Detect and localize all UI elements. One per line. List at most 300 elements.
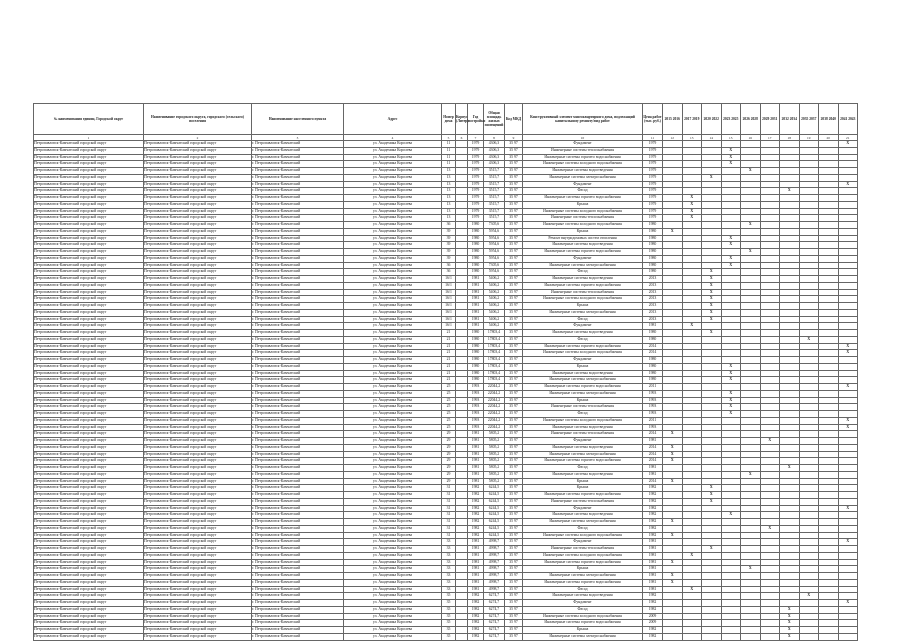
settlement-cell: Петропавловск-Камчатский городской округ	[144, 363, 252, 370]
period-cell	[721, 600, 741, 607]
period-cell: X	[721, 363, 741, 370]
period-cell	[760, 633, 780, 640]
period-cell: X	[682, 195, 702, 202]
locality-cell: г. Петропавловск-Камчатский	[252, 613, 344, 620]
period-cell	[663, 276, 683, 283]
period-cell	[663, 404, 683, 411]
mkd-code-cell: 35 97	[505, 512, 523, 519]
mkd-code-cell: 35 97	[505, 552, 523, 559]
building-block-cell	[456, 235, 468, 242]
period-cell	[760, 424, 780, 431]
period-cell	[780, 336, 800, 343]
table-row	[34, 579, 858, 586]
price-cell: 1979	[643, 141, 663, 148]
period-cell	[838, 552, 858, 559]
building-block-cell	[456, 289, 468, 296]
period-cell	[838, 512, 858, 519]
price-cell: 1981	[643, 539, 663, 546]
period-cell	[682, 424, 702, 431]
area-cell: 4998,7	[484, 586, 505, 593]
settlement-cell: Петропавловск-Камчатский городской округ	[144, 566, 252, 573]
period-cell	[682, 343, 702, 350]
period-cell	[721, 323, 741, 330]
period-cell	[780, 350, 800, 357]
locality-cell: г. Петропавловск-Камчатский	[252, 255, 344, 262]
period-cell	[702, 465, 722, 472]
period-cell	[741, 458, 761, 465]
period-cell	[799, 519, 819, 526]
building-block-cell	[456, 559, 468, 566]
period-cell	[741, 512, 761, 519]
construction-year-cell: 1981	[468, 309, 484, 316]
price-cell: 1981	[643, 552, 663, 559]
mkd-code-cell: 35 97	[505, 296, 523, 303]
period-cell	[838, 296, 858, 303]
period-cell	[741, 505, 761, 512]
construction-year-cell: 1993	[468, 424, 484, 431]
locality-cell: г. Петропавловск-Камчатский	[252, 411, 344, 418]
period-cell	[702, 532, 722, 539]
house-number-cell: 31	[442, 498, 456, 505]
period-cell: X	[663, 532, 683, 539]
period-cell	[721, 485, 741, 492]
column-header-16: 2026 2028	[741, 104, 761, 135]
settlement-cell: Петропавловск-Камчатский городской округ	[144, 296, 252, 303]
district-cell: Петропавловск-Камчатский городской округ	[34, 600, 144, 607]
house-number-cell: 11	[442, 154, 456, 161]
period-cell: X	[741, 249, 761, 256]
period-cell	[741, 336, 761, 343]
period-cell	[760, 282, 780, 289]
area-cell: 3515,7	[484, 195, 505, 202]
period-cell	[682, 546, 702, 553]
period-cell	[682, 390, 702, 397]
mkd-code-cell: 35 97	[505, 566, 523, 573]
locality-cell: г. Петропавловск-Камчатский	[252, 593, 344, 600]
construction-year-cell: 1981	[468, 303, 484, 310]
district-cell: Петропавловск-Камчатский городской округ	[34, 613, 144, 620]
period-cell	[780, 586, 800, 593]
district-cell: Петропавловск-Камчатский городской округ	[34, 559, 144, 566]
period-cell	[682, 532, 702, 539]
period-cell	[838, 188, 858, 195]
house-number-cell: 13	[442, 174, 456, 181]
settlement-cell: Петропавловск-Камчатский городской округ	[144, 228, 252, 235]
period-cell	[780, 323, 800, 330]
column-header-17: 2029 2031	[760, 104, 780, 135]
table-row	[34, 161, 858, 168]
period-cell	[838, 566, 858, 573]
area-cell: 5805,2	[484, 438, 505, 445]
period-cell: X	[760, 438, 780, 445]
district-cell: Петропавловск-Камчатский городской округ	[34, 620, 144, 627]
street-cell: ул. Академика Королева	[344, 424, 442, 431]
period-cell	[799, 363, 819, 370]
period-cell	[663, 222, 683, 229]
settlement-cell: Петропавловск-Камчатский городской округ	[144, 269, 252, 276]
construction-year-cell: 1982	[468, 613, 484, 620]
period-cell	[741, 303, 761, 310]
table-row	[34, 303, 858, 310]
table-row	[34, 201, 858, 208]
period-cell	[741, 431, 761, 438]
price-cell: 1981	[643, 323, 663, 330]
table-row	[34, 350, 858, 357]
construction-year-cell: 1982	[468, 620, 484, 627]
mkd-code-cell: 35 97	[505, 181, 523, 188]
period-cell	[780, 255, 800, 262]
period-cell	[760, 249, 780, 256]
house-number-cell: 31	[442, 532, 456, 539]
district-cell: Петропавловск-Камчатский городской округ	[34, 377, 144, 384]
building-block-cell	[456, 154, 468, 161]
house-number-cell: 36	[442, 262, 456, 269]
period-cell	[799, 600, 819, 607]
period-cell	[682, 411, 702, 418]
table-row	[34, 519, 858, 526]
district-cell: Петропавловск-Камчатский городской округ	[34, 424, 144, 431]
locality-cell: г. Петропавловск-Камчатский	[252, 566, 344, 573]
period-cell	[741, 552, 761, 559]
period-cell	[663, 492, 683, 499]
period-cell	[702, 519, 722, 526]
period-cell	[741, 309, 761, 316]
period-cell: X	[702, 316, 722, 323]
period-cell: X	[780, 465, 800, 472]
period-cell	[780, 573, 800, 580]
locality-cell: г. Петропавловск-Камчатский	[252, 208, 344, 215]
period-cell	[702, 208, 722, 215]
period-cell	[799, 485, 819, 492]
period-cell	[682, 559, 702, 566]
district-cell: Петропавловск-Камчатский городской округ	[34, 235, 144, 242]
locality-cell: г. Петропавловск-Камчатский	[252, 519, 344, 526]
mkd-code-cell: 35 97	[505, 492, 523, 499]
house-number-cell: 16/1	[442, 276, 456, 283]
price-cell: 1980	[643, 377, 663, 384]
house-number-cell: 33	[442, 586, 456, 593]
period-cell	[819, 154, 839, 161]
building-block-cell	[456, 438, 468, 445]
construction-year-cell: 1981	[468, 546, 484, 553]
period-cell	[780, 417, 800, 424]
house-number-cell: 29	[442, 465, 456, 472]
work-type-cell: Крыша	[523, 303, 643, 310]
period-cell	[760, 195, 780, 202]
period-cell	[780, 600, 800, 607]
period-cell	[702, 505, 722, 512]
construction-year-cell: 1982	[468, 600, 484, 607]
period-cell	[663, 600, 683, 607]
district-cell: Петропавловск-Камчатский городской округ	[34, 303, 144, 310]
period-cell	[682, 242, 702, 249]
settlement-cell: Петропавловск-Камчатский городской округ	[144, 424, 252, 431]
locality-cell: г. Петропавловск-Камчатский	[252, 431, 344, 438]
price-cell: 1982	[643, 606, 663, 613]
period-cell	[760, 255, 780, 262]
work-type-cell: Инженерные системы электроснабжения	[523, 519, 643, 526]
construction-year-cell: 1982	[468, 593, 484, 600]
mkd-code-cell: 35 97	[505, 370, 523, 377]
mkd-code-cell: 35 97	[505, 573, 523, 580]
period-cell	[663, 424, 683, 431]
table-row	[34, 478, 858, 485]
building-block-cell	[456, 532, 468, 539]
mkd-code-cell: 35 97	[505, 323, 523, 330]
table-row	[34, 289, 858, 296]
work-type-cell: Инженерные системы теплоснабжения	[523, 215, 643, 222]
period-cell	[799, 343, 819, 350]
price-cell: 1980	[643, 242, 663, 249]
period-cell	[838, 269, 858, 276]
settlement-cell: Петропавловск-Камчатский городской округ	[144, 586, 252, 593]
construction-year-cell: 1981	[468, 465, 484, 472]
building-block-cell	[456, 471, 468, 478]
period-cell	[780, 222, 800, 229]
period-cell	[819, 222, 839, 229]
period-cell	[799, 532, 819, 539]
period-cell: X	[780, 606, 800, 613]
period-cell	[741, 485, 761, 492]
locality-cell: г. Петропавловск-Камчатский	[252, 336, 344, 343]
period-cell	[799, 525, 819, 532]
period-cell	[799, 498, 819, 505]
area-cell: 4998,7	[484, 579, 505, 586]
period-cell	[721, 438, 741, 445]
period-cell	[799, 579, 819, 586]
period-cell	[760, 573, 780, 580]
period-cell: X	[799, 336, 819, 343]
settlement-cell: Петропавловск-Камчатский городской округ	[144, 276, 252, 283]
building-block-cell	[456, 222, 468, 229]
locality-cell: г. Петропавловск-Камчатский	[252, 451, 344, 458]
building-block-cell	[456, 512, 468, 519]
period-cell	[819, 168, 839, 175]
period-cell	[663, 242, 683, 249]
area-cell: 5954,6	[484, 249, 505, 256]
price-cell: 1980	[643, 262, 663, 269]
period-cell	[799, 370, 819, 377]
house-number-cell: 29	[442, 431, 456, 438]
locality-cell: г. Петропавловск-Камчатский	[252, 222, 344, 229]
work-type-cell: Крыша	[523, 363, 643, 370]
work-type-cell: Инженерные системы горячего водоснабжения	[523, 154, 643, 161]
district-cell: Петропавловск-Камчатский городской округ	[34, 330, 144, 337]
period-cell	[780, 330, 800, 337]
period-cell	[780, 282, 800, 289]
period-cell	[819, 282, 839, 289]
district-cell: Петропавловск-Камчатский городской округ	[34, 168, 144, 175]
period-cell	[799, 161, 819, 168]
period-cell	[682, 539, 702, 546]
house-number-cell: 16/1	[442, 303, 456, 310]
column-header-13: 2017 2019	[682, 104, 702, 135]
street-cell: ул. Академика Королева	[344, 613, 442, 620]
building-block-cell	[456, 208, 468, 215]
period-cell	[819, 539, 839, 546]
period-cell	[741, 363, 761, 370]
period-cell	[741, 465, 761, 472]
street-cell: ул. Академика Королева	[344, 181, 442, 188]
street-cell: ул. Академика Королева	[344, 357, 442, 364]
period-cell	[702, 323, 722, 330]
house-number-cell: 21	[442, 350, 456, 357]
period-cell	[682, 336, 702, 343]
period-cell	[819, 498, 839, 505]
period-cell	[819, 579, 839, 586]
period-cell	[760, 451, 780, 458]
period-cell	[838, 593, 858, 600]
table-row	[34, 154, 858, 161]
period-cell	[721, 141, 741, 148]
settlement-cell: Петропавловск-Камчатский городской округ	[144, 255, 252, 262]
column-number: 6	[456, 135, 468, 141]
construction-year-cell: 1993	[468, 417, 484, 424]
period-cell	[838, 303, 858, 310]
construction-year-cell: 1981	[468, 586, 484, 593]
construction-year-cell: 1993	[468, 384, 484, 391]
period-cell: X	[663, 444, 683, 451]
period-cell	[819, 208, 839, 215]
locality-cell: г. Петропавловск-Камчатский	[252, 424, 344, 431]
table-row	[34, 309, 858, 316]
work-type-cell: Фасад	[523, 316, 643, 323]
price-cell: 1980	[643, 228, 663, 235]
settlement-cell: Петропавловск-Камчатский городской округ	[144, 417, 252, 424]
district-cell: Петропавловск-Камчатский городской округ	[34, 174, 144, 181]
street-cell: ул. Академика Королева	[344, 377, 442, 384]
price-cell: 1982	[643, 505, 663, 512]
period-cell	[760, 208, 780, 215]
street-cell: ул. Академика Королева	[344, 154, 442, 161]
work-type-cell: Ремонт внутридомовых систем отопления	[523, 235, 643, 242]
period-cell	[760, 309, 780, 316]
construction-year-cell: 1993	[468, 397, 484, 404]
work-type-cell: Фундамент	[523, 181, 643, 188]
column-header-19: 2035 2037	[799, 104, 819, 135]
period-cell	[721, 188, 741, 195]
period-cell	[780, 249, 800, 256]
locality-cell: г. Петропавловск-Камчатский	[252, 330, 344, 337]
column-header-21: 2041 2043	[838, 104, 858, 135]
period-cell	[819, 552, 839, 559]
mkd-code-cell: 35 97	[505, 242, 523, 249]
period-cell	[663, 471, 683, 478]
building-block-cell	[456, 620, 468, 627]
street-cell: ул. Академика Королева	[344, 201, 442, 208]
house-number-cell: 31	[442, 485, 456, 492]
area-cell: 5406,2	[484, 323, 505, 330]
period-cell	[741, 492, 761, 499]
district-cell: Петропавловск-Камчатский городской округ	[34, 343, 144, 350]
district-cell: Петропавловск-Камчатский городской округ	[34, 411, 144, 418]
locality-cell: г. Петропавловск-Камчатский	[252, 485, 344, 492]
period-cell	[682, 377, 702, 384]
price-cell: 1979	[643, 161, 663, 168]
street-cell: ул. Академика Королева	[344, 633, 442, 640]
street-cell: ул. Академика Королева	[344, 471, 442, 478]
period-cell	[741, 228, 761, 235]
period-cell	[780, 269, 800, 276]
settlement-cell: Петропавловск-Камчатский городской округ	[144, 552, 252, 559]
period-cell	[721, 350, 741, 357]
period-cell	[682, 249, 702, 256]
building-block-cell	[456, 573, 468, 580]
mkd-code-cell: 35 97	[505, 539, 523, 546]
period-cell	[838, 546, 858, 553]
column-number: 9	[505, 135, 523, 141]
mkd-code-cell: 35 97	[505, 384, 523, 391]
period-cell	[663, 620, 683, 627]
period-cell	[663, 262, 683, 269]
period-cell	[838, 174, 858, 181]
price-cell: 1980	[643, 235, 663, 242]
table-row	[34, 296, 858, 303]
period-cell	[721, 505, 741, 512]
period-cell	[780, 384, 800, 391]
work-type-cell: Инженерные системы водоотведения	[523, 330, 643, 337]
period-cell	[760, 559, 780, 566]
period-cell	[760, 627, 780, 634]
column-header-2: Наименование городского округа, городского (сельского) поселения	[144, 104, 252, 135]
period-cell	[799, 539, 819, 546]
period-cell	[780, 451, 800, 458]
period-cell	[682, 478, 702, 485]
period-cell	[799, 377, 819, 384]
mkd-code-cell: 35 97	[505, 161, 523, 168]
period-cell: X	[780, 633, 800, 640]
settlement-cell: Петропавловск-Камчатский городской округ	[144, 316, 252, 323]
house-number-cell: 35	[442, 613, 456, 620]
period-cell	[741, 600, 761, 607]
period-cell	[741, 188, 761, 195]
price-cell: 1982	[643, 519, 663, 526]
price-cell: 1979	[643, 208, 663, 215]
locality-cell: г. Петропавловск-Камчатский	[252, 168, 344, 175]
period-cell	[780, 390, 800, 397]
period-cell	[780, 546, 800, 553]
mkd-code-cell: 35 97	[505, 600, 523, 607]
house-number-cell: 25	[442, 384, 456, 391]
period-cell	[682, 228, 702, 235]
street-cell: ул. Академика Королева	[344, 276, 442, 283]
settlement-cell: Петропавловск-Камчатский городской округ	[144, 309, 252, 316]
table-row	[34, 620, 858, 627]
column-number: 18	[780, 135, 800, 141]
work-type-cell: Инженерные системы водоотведения	[523, 276, 643, 283]
price-cell: 1979	[643, 215, 663, 222]
work-type-cell: Инженерные системы холодного водоснабжения	[523, 161, 643, 168]
period-cell: X	[721, 377, 741, 384]
period-cell: X	[721, 411, 741, 418]
house-number-cell: 33	[442, 573, 456, 580]
period-cell	[780, 363, 800, 370]
price-cell: 2011	[643, 384, 663, 391]
work-type-cell: Фундамент	[523, 438, 643, 445]
house-number-cell: 11	[442, 141, 456, 148]
table-row	[34, 411, 858, 418]
period-cell: X	[663, 431, 683, 438]
work-type-cell: Инженерные системы горячего водоснабжения	[523, 492, 643, 499]
street-cell: ул. Академика Королева	[344, 539, 442, 546]
period-cell	[760, 620, 780, 627]
period-cell	[760, 303, 780, 310]
period-cell	[741, 546, 761, 553]
period-cell	[760, 141, 780, 148]
table-row	[34, 147, 858, 154]
district-cell: Петропавловск-Камчатский городской округ	[34, 552, 144, 559]
table-row	[34, 546, 858, 553]
